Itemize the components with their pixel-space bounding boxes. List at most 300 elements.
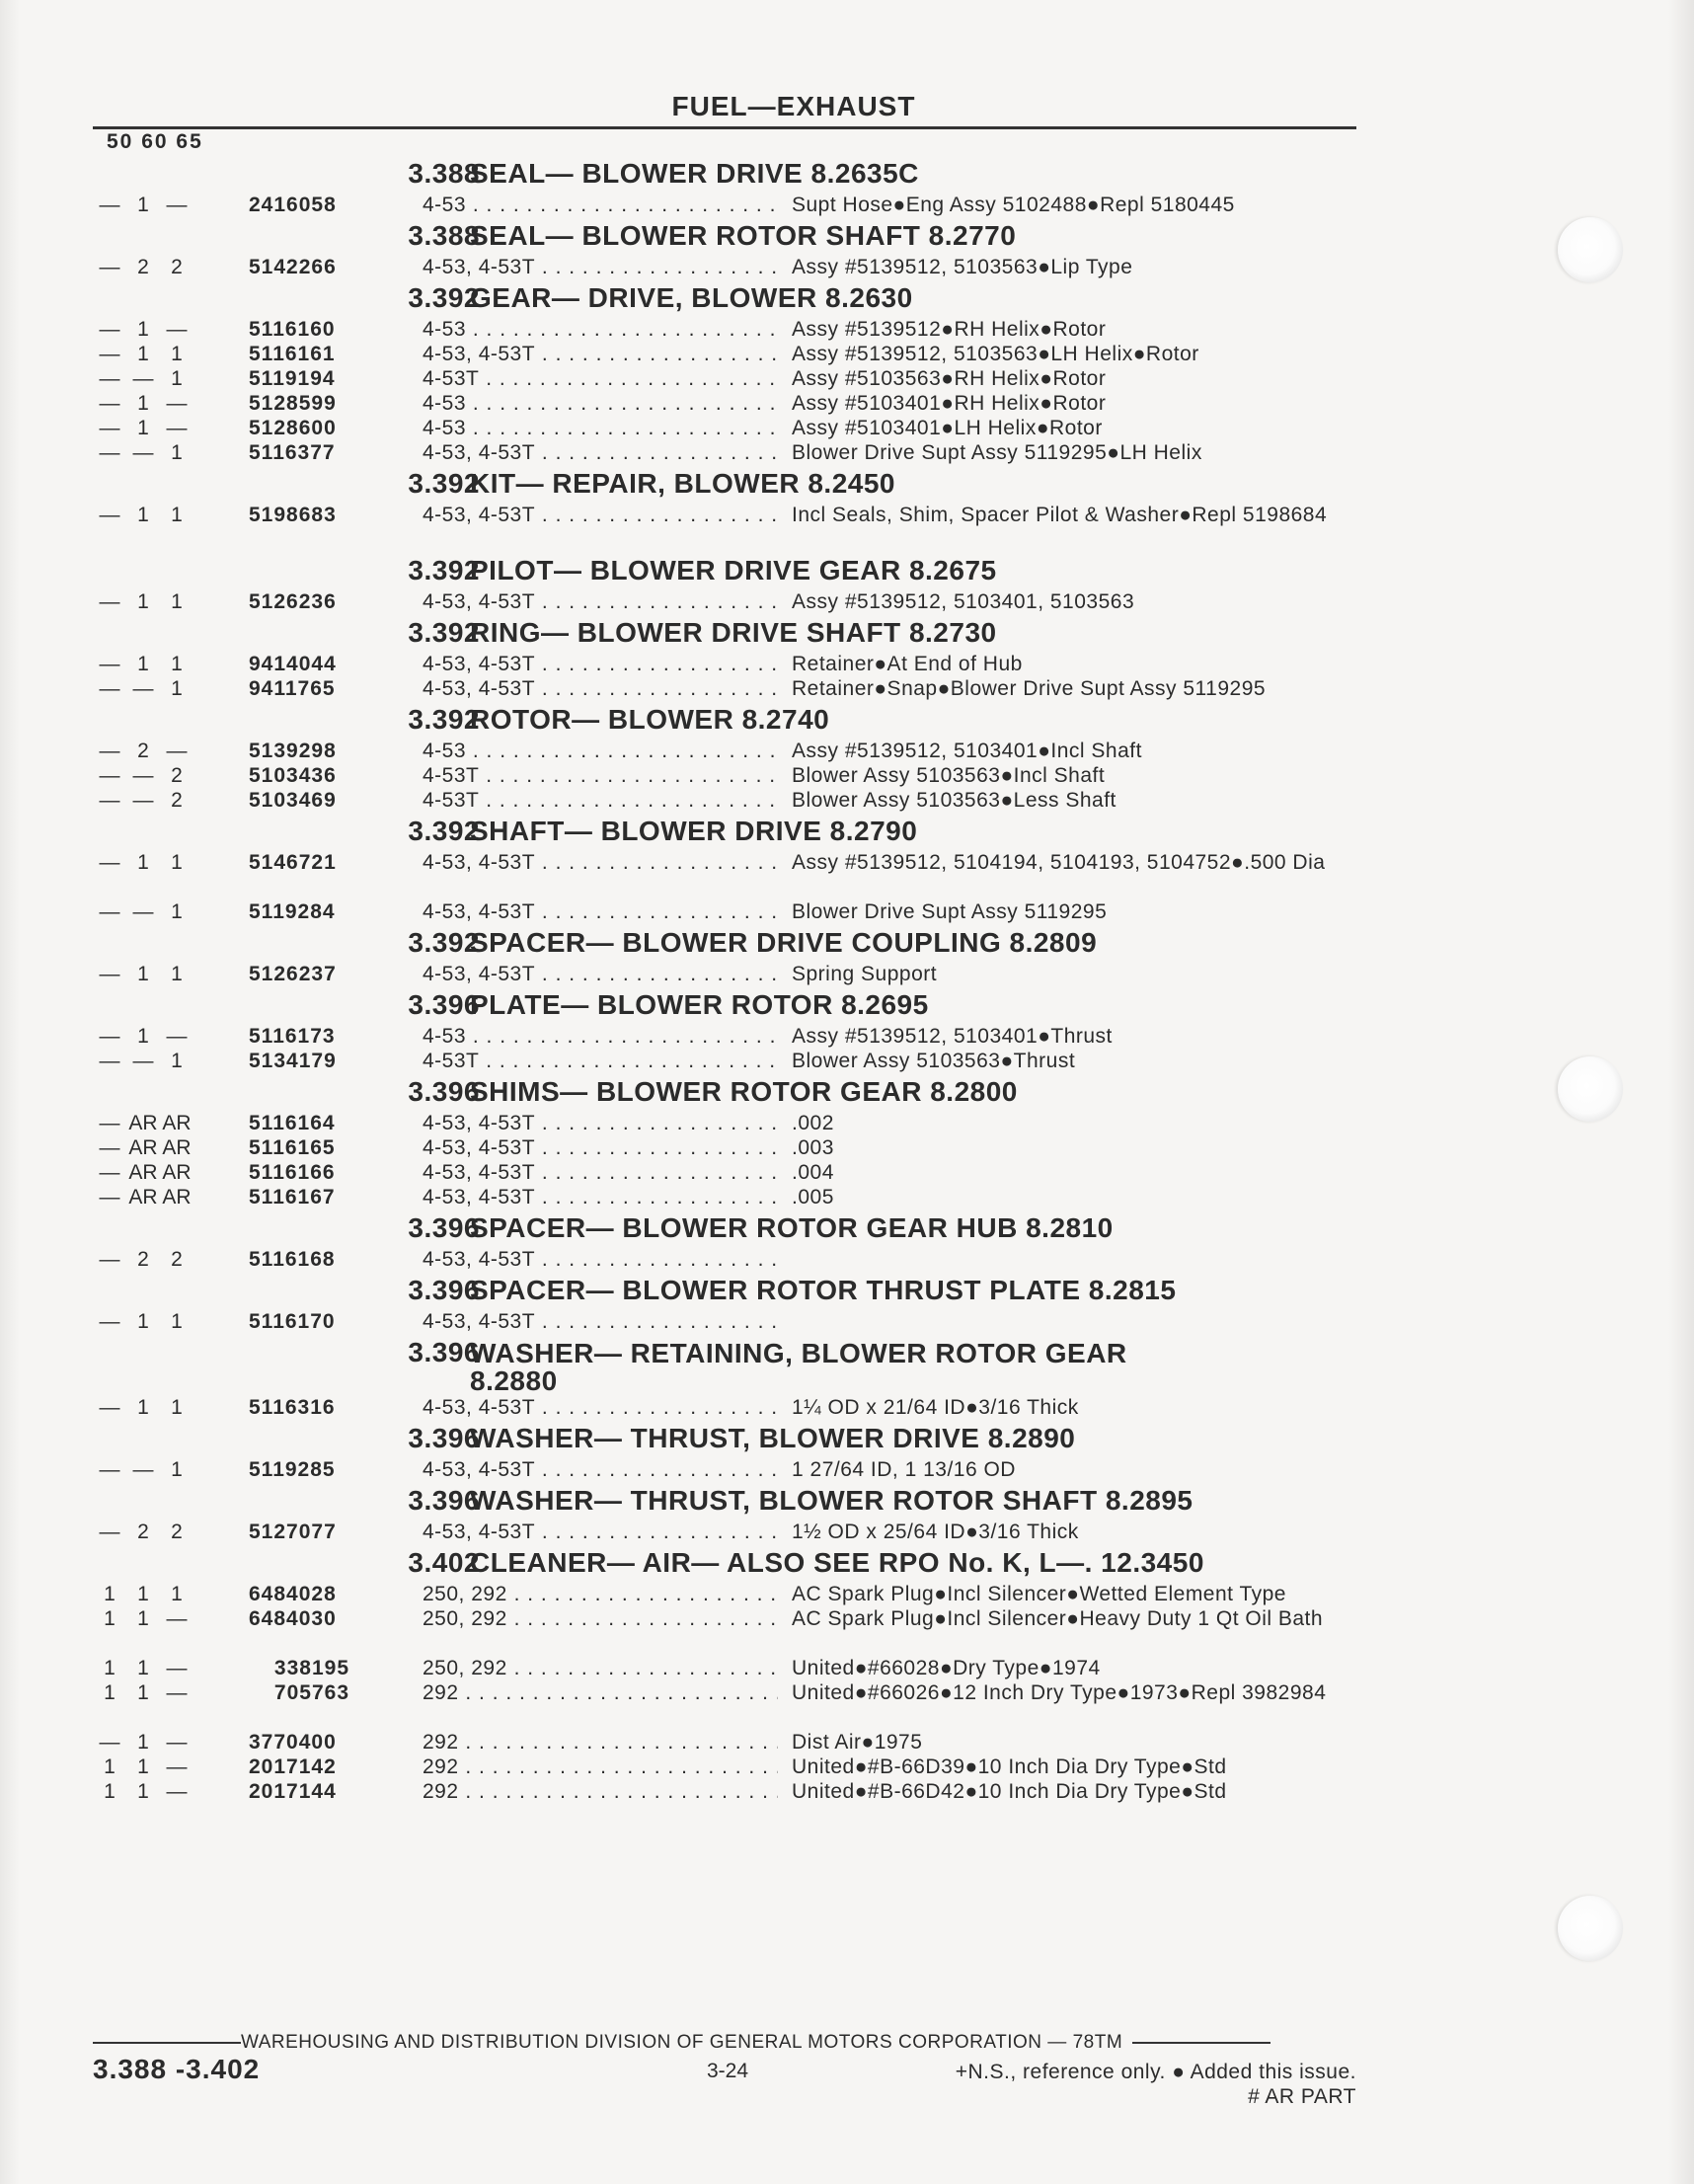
section-ref-number: 3.392 [408,282,480,313]
quantity-columns [93,1755,215,1779]
part-description: Incl Seals, Shim, Spacer Pilot & Washer●Repl 5198684 [792,504,1328,526]
quantity-cell: 1 [137,1755,149,1778]
quantity-columns [93,342,215,366]
quantity-cell: 1 [104,1780,116,1803]
part-row [93,1049,1356,1073]
quantity-cell: — [166,318,188,341]
part-number: 2416058 [249,194,337,216]
quantity-cell: — [132,677,154,700]
part-description: Blower Drive Supt Assy 5119295●LH Helix [792,441,1202,464]
part-description: Assy #5103563●RH Helix●Rotor [792,367,1107,390]
quantity-cell: — [99,740,120,762]
quantity-cell: — [166,740,188,762]
part-number: 5116170 [249,1310,336,1333]
quantity-columns [93,899,215,924]
quantity-cell: 1 [171,590,183,613]
quantity-cell: 1 [137,1681,149,1704]
part-number: 5142266 [249,256,337,278]
quantity-cell: — [166,392,188,415]
quantity-cell: 1 [137,1607,149,1630]
quantity-cell: — [99,392,120,415]
part-row [93,1111,1356,1135]
section-title: SPACER— BLOWER ROTOR GEAR HUB 8.2810 [470,1212,1114,1243]
part-row [93,1779,1356,1804]
quantity-columns [93,503,215,527]
engine-model: 250, 292 . . . [423,1656,778,1680]
quantity-columns [93,1656,215,1680]
quantity-cell: — [99,1025,120,1048]
quantity-cell: — [99,1310,120,1333]
quantity-columns [93,739,215,763]
quantity-columns [93,1049,215,1073]
footer-range: 3.388 -3.402 [93,2054,261,2084]
quantity-columns [93,763,215,788]
engine-model: 4-53, 4-53T . . . [423,440,778,465]
part-description: .004 [792,1161,834,1184]
engine-model: 4-53 . . . [423,1024,778,1049]
part-row [93,1247,1356,1272]
page-number: 3-24 [707,2060,749,2082]
quantity-columns [93,1309,215,1334]
quantity-columns [93,1582,215,1606]
quantity-cell: — [99,441,120,464]
part-row [93,850,1356,899]
engine-model: 4-53, 4-53T . . . [423,255,778,279]
part-number: 5119194 [249,367,336,390]
quantity-columns [93,193,215,217]
quantity-cell: AR [128,1161,158,1184]
section-title: SPACER— BLOWER DRIVE COUPLING 8.2809 [470,927,1098,958]
quantity-cell: 1 [137,343,149,365]
quantity-cell: — [99,1458,120,1481]
section-title: SHAFT— BLOWER DRIVE 8.2790 [470,816,918,846]
section-title: PLATE— BLOWER ROTOR 8.2695 [470,989,929,1020]
quantity-cell: — [166,1657,188,1679]
part-description: Assy #5139512, 5104194, 5104193, 5104752●.500 Dia [792,851,1326,874]
quantity-cell: 1 [137,1780,149,1803]
quantity-cell: 2 [137,1521,149,1543]
part-row [93,763,1356,788]
section-header [93,813,1356,850]
part-description: United●#66028●Dry Type●1974 [792,1657,1101,1679]
part-description: United●#66026●12 Inch Dry Type●1973●Repl 3982984 [792,1681,1327,1704]
part-number: 5116167 [249,1186,336,1209]
engine-model: 4-53 . . . [423,317,778,342]
engine-model: 292 . . . [423,1779,778,1804]
part-number: 338195 [273,1657,349,1679]
part-number: 5146721 [249,851,337,874]
engine-model: 4-53, 4-53T . . . [423,850,778,875]
part-description: Blower Assy 5103563●Less Shaft [792,789,1116,812]
quantity-cell: 2 [137,740,149,762]
quantity-cell: — [132,900,154,923]
quantity-columns [93,962,215,986]
engine-model: 292 . . . [423,1680,778,1705]
part-number: 6484028 [249,1583,337,1605]
part-number: 5116173 [249,1025,336,1048]
section-title: SHIMS— BLOWER ROTOR GEAR 8.2800 [470,1076,1018,1107]
quantity-cell: 1 [104,1681,116,1704]
engine-model: 4-53T . . . [423,366,778,391]
part-row [93,503,1356,552]
section-header [93,1209,1356,1247]
engine-model: 250, 292 . . . [423,1582,778,1606]
quantity-cell: — [99,764,120,787]
quantity-cell: 2 [171,789,183,812]
part-number: 5119285 [249,1458,336,1481]
section-title: SEAL— BLOWER DRIVE 8.2635C [470,158,919,189]
footer-note-reference: +N.S., reference only. ● Added this issue. [955,2061,1356,2083]
quantity-columns [93,1520,215,1544]
quantity-cell: — [99,343,120,365]
quantity-columns [93,1160,215,1185]
section-title: SEAL— BLOWER ROTOR SHAFT 8.2770 [470,220,1017,251]
engine-model: 4-53, 4-53T . . . [423,1185,778,1209]
part-row [93,1457,1356,1482]
footer [93,2054,1356,2113]
part-number: 5116168 [249,1248,336,1271]
quantity-cell: 1 [104,1583,116,1605]
part-row [93,1185,1356,1209]
quantity-cell: 1 [171,900,183,923]
quantity-cell: AR [162,1161,192,1184]
part-description: United●#B-66D42●10 Inch Dia Dry Type●Std [792,1780,1227,1803]
section-ref-number: 3.396 [408,1275,480,1305]
part-number: 5116166 [249,1161,336,1184]
part-description: United●#B-66D39●10 Inch Dia Dry Type●Std [792,1755,1227,1778]
part-description: Retainer●At End of Hub [792,653,1023,675]
quantity-cell: — [166,1731,188,1754]
engine-model: 4-53 . . . [423,193,778,217]
part-number: 5103469 [249,789,337,812]
engine-model: 292 . . . [423,1730,778,1755]
section-header [93,614,1356,652]
quantity-cell: — [99,1161,120,1184]
part-number: 2017142 [249,1755,337,1778]
part-description: Blower Drive Supt Assy 5119295 [792,900,1108,923]
section-ref-number: 3.392 [408,468,480,499]
section-ref-number: 3.396 [408,1423,480,1453]
section-ref-number: 3.388 [408,220,480,251]
quantity-cell: — [99,1731,120,1754]
part-description: Blower Assy 5103563●Incl Shaft [792,764,1106,787]
quantity-columns [93,391,215,416]
quantity-cell: 1 [171,1310,183,1333]
part-description: Assy #5103401●LH Helix●Rotor [792,417,1103,439]
section-header [93,279,1356,317]
quantity-columns [93,317,215,342]
catalog-page [93,89,1356,1804]
quantity-cell: 1 [171,343,183,365]
quantity-columns [93,1024,215,1049]
section-ref-number: 3.392 [408,816,480,846]
quantity-cell: — [99,367,120,390]
part-number: 5116160 [249,318,336,341]
engine-model: 4-53, 4-53T . . . [423,589,778,614]
quantity-cell: 1 [137,504,149,526]
section-title: SPACER— BLOWER ROTOR THRUST PLATE 8.2815 [470,1275,1177,1305]
section-title: PILOT— BLOWER DRIVE GEAR 8.2675 [470,555,997,585]
section-ref-number: 3.392 [408,927,480,958]
part-row [93,676,1356,701]
engine-model: 4-53, 4-53T . . . [423,503,778,527]
part-row [93,1606,1356,1656]
engine-model: 4-53, 4-53T . . . [423,676,778,701]
quantity-columns [93,788,215,813]
engine-model: 4-53, 4-53T . . . [423,652,778,676]
engine-model: 250, 292 . . . [423,1606,778,1631]
section-header [93,1073,1356,1111]
quantity-columns [93,416,215,440]
quantity-cell: 1 [137,318,149,341]
footer-rule-right [1132,2042,1270,2044]
section-ref-number: 3.396 [408,1485,480,1516]
section-ref-number: 3.396 [408,1337,480,1367]
quantity-cell: — [166,1681,188,1704]
part-row [93,1135,1356,1160]
part-number: 705763 [273,1681,349,1704]
footer-note-ar: # AR PART [1248,2085,1356,2108]
quantity-cell: AR [162,1136,192,1159]
quantity-cell: 1 [137,590,149,613]
section-ref-number: 3.402 [408,1547,480,1578]
engine-model: 4-53T . . . [423,788,778,813]
quantity-cell: 1 [171,851,183,874]
column-labels: 50 60 65 [107,130,203,153]
quantity-cell: 1 [171,963,183,985]
part-number: 2017144 [249,1780,337,1803]
quantity-columns [93,366,215,391]
quantity-cell: — [99,1248,120,1271]
quantity-cell: 2 [171,764,183,787]
quantity-cell: AR [128,1186,158,1209]
quantity-cell: — [99,1521,120,1543]
part-description: 1 27/64 ID, 1 13/16 OD [792,1458,1016,1481]
quantity-cell: — [132,1050,154,1072]
quantity-cell: 1 [171,1050,183,1072]
quantity-cell: — [166,1780,188,1803]
part-number: 9411765 [249,677,336,700]
part-row [93,416,1356,440]
quantity-cell: — [132,1458,154,1481]
quantity-cell: AR [128,1112,158,1134]
part-row [93,1730,1356,1755]
part-description: AC Spark Plug●Incl Silencer●Heavy Duty 1 Qt Oil Bath [792,1607,1324,1630]
quantity-cell: — [166,417,188,439]
quantity-columns [93,652,215,676]
quantity-cell: — [99,318,120,341]
part-row [93,317,1356,342]
quantity-cell: — [99,590,120,613]
part-row [93,391,1356,416]
quantity-cell: 1 [137,1396,149,1419]
quantity-cell: 1 [171,1396,183,1419]
engine-model: 4-53, 4-53T . . . [423,1111,778,1135]
quantity-cell: 1 [137,392,149,415]
part-row [93,1582,1356,1606]
engine-model: 4-53 . . . [423,391,778,416]
quantity-cell: — [99,789,120,812]
part-number: 5126236 [249,590,337,613]
quantity-cell: 1 [137,194,149,216]
quantity-cell: 1 [137,417,149,439]
section-header [93,1544,1356,1582]
section-title: WASHER— THRUST, BLOWER DRIVE 8.2890 [470,1423,1076,1453]
quantity-cell: 1 [137,1583,149,1605]
footer-division-line [93,2032,1356,2054]
part-row [93,652,1356,676]
quantity-cell: 1 [137,963,149,985]
part-number: 9414044 [249,653,337,675]
section-ref-number: 3.396 [408,1212,480,1243]
engine-model: 4-53, 4-53T . . . [423,1520,778,1544]
quantity-cell: — [99,194,120,216]
quantity-cell: AR [128,1136,158,1159]
section-ref-number: 3.388 [408,158,480,189]
part-number: 5116165 [249,1136,336,1159]
part-row [93,1395,1356,1420]
punch-hole-bottom [1558,1896,1623,1961]
quantity-cell: 1 [137,1025,149,1048]
page-title: FUEL—EXHAUST [671,91,916,121]
part-row [93,1160,1356,1185]
quantity-cell: — [166,1607,188,1630]
quantity-cell: — [166,1755,188,1778]
part-number: 3770400 [249,1731,337,1754]
section-header [93,552,1356,589]
section-title: GEAR— DRIVE, BLOWER 8.2630 [470,282,913,313]
part-description: Assy #5139512, 5103401, 5103563 [792,590,1135,613]
quantity-cell: 1 [104,1755,116,1778]
quantity-cell: — [99,1050,120,1072]
part-row [93,342,1356,366]
part-row [93,739,1356,763]
part-description: .002 [792,1112,834,1134]
part-number: 5126237 [249,963,337,985]
part-description: Supt Hose●Eng Assy 5102488●Repl 5180445 [792,194,1235,216]
quantity-cell: — [99,256,120,278]
part-row [93,899,1356,924]
quantity-cell: — [99,417,120,439]
engine-model: 4-53, 4-53T . . . [423,1457,778,1482]
part-number: 5127077 [249,1521,337,1543]
quantity-cell: 1 [137,1310,149,1333]
quantity-columns [93,1395,215,1420]
quantity-cell: 1 [171,677,183,700]
part-number: 5116164 [249,1112,336,1134]
quantity-cell: 2 [171,1248,183,1271]
quantity-columns [93,1779,215,1804]
part-row [93,440,1356,465]
engine-model: 4-53, 4-53T . . . [423,1160,778,1185]
quantity-cell: — [166,194,188,216]
part-description: .003 [792,1136,834,1159]
section-title: KIT— REPAIR, BLOWER 8.2450 [470,468,896,499]
quantity-columns [93,676,215,701]
quantity-cell: 1 [137,1731,149,1754]
part-row [93,1520,1356,1544]
part-description: Blower Assy 5103563●Thrust [792,1050,1076,1072]
quantity-cell: 2 [171,1521,183,1543]
engine-model: 4-53, 4-53T . . . [423,1247,778,1272]
quantity-cell: 1 [171,653,183,675]
quantity-columns [93,1606,215,1631]
engine-model: 4-53T . . . [423,763,778,788]
engine-model: 4-53, 4-53T . . . [423,1135,778,1160]
part-row [93,1755,1356,1779]
quantity-cell: 1 [104,1657,116,1679]
quantity-cell: — [132,764,154,787]
engine-model: 292 . . . [423,1755,778,1779]
quantity-cell: 1 [171,441,183,464]
part-number: 5139298 [249,740,337,762]
section-ref-number: 3.392 [408,555,480,585]
section-title: CLEANER— AIR— ALSO SEE RPO No. K, L—. 12.3450 [470,1547,1204,1578]
part-description: Assy #5139512, 5103563●LH Helix●Rotor [792,343,1199,365]
section-header [93,986,1356,1024]
part-number: 5198683 [249,504,337,526]
engine-model: 4-53T . . . [423,1049,778,1073]
section-ref-number: 3.392 [408,704,480,735]
section-ref-number: 3.396 [408,1076,480,1107]
footer-notes [956,2060,1356,2109]
quantity-cell: — [132,367,154,390]
part-row [93,1680,1356,1730]
quantity-cell: — [166,1025,188,1048]
section-header [93,465,1356,503]
quantity-cell: — [132,789,154,812]
quantity-cell: — [99,504,120,526]
punch-hole-top [1558,217,1623,282]
part-row [93,589,1356,614]
section-header [93,155,1356,193]
quantity-columns [93,1730,215,1755]
part-description: Assy #5103401●RH Helix●Rotor [792,392,1107,415]
quantity-cell: — [99,1396,120,1419]
section-title: WASHER— THRUST, BLOWER ROTOR SHAFT 8.2895 [470,1485,1194,1516]
section-title: WASHER— RETAINING, BLOWER ROTOR GEAR 8.2880 [470,1338,1127,1396]
quantity-cell: — [99,963,120,985]
section-header [93,701,1356,739]
quantity-cell: — [99,653,120,675]
section-ref-number: 3.392 [408,617,480,648]
quantity-columns [93,1111,215,1135]
part-description: Assy #5139512, 5103401●Thrust [792,1025,1113,1048]
footer-rule-left [93,2042,241,2044]
quantity-columns [93,1247,215,1272]
part-description: Assy #5139512●RH Helix●Rotor [792,318,1107,341]
quantity-columns [93,850,215,875]
quantity-cell: — [99,1112,120,1134]
quantity-cell: 1 [137,653,149,675]
part-description: Retainer●Snap●Blower Drive Supt Assy 5119295 [792,677,1267,700]
quantity-cell: 1 [171,1458,183,1481]
engine-model: 4-53, 4-53T . . . [423,962,778,986]
quantity-columns [93,255,215,279]
quantity-cell: 1 [137,851,149,874]
quantity-columns [93,440,215,465]
section-title: RING— BLOWER DRIVE SHAFT 8.2730 [470,617,997,648]
part-row [93,255,1356,279]
quantity-cell: 1 [137,1657,149,1679]
quantity-columns [93,1185,215,1209]
quantity-columns [93,1457,215,1482]
section-header [93,924,1356,962]
part-description: .005 [792,1186,834,1209]
engine-model: 4-53 . . . [423,416,778,440]
part-row [93,193,1356,217]
quantity-cell: 1 [171,1583,183,1605]
